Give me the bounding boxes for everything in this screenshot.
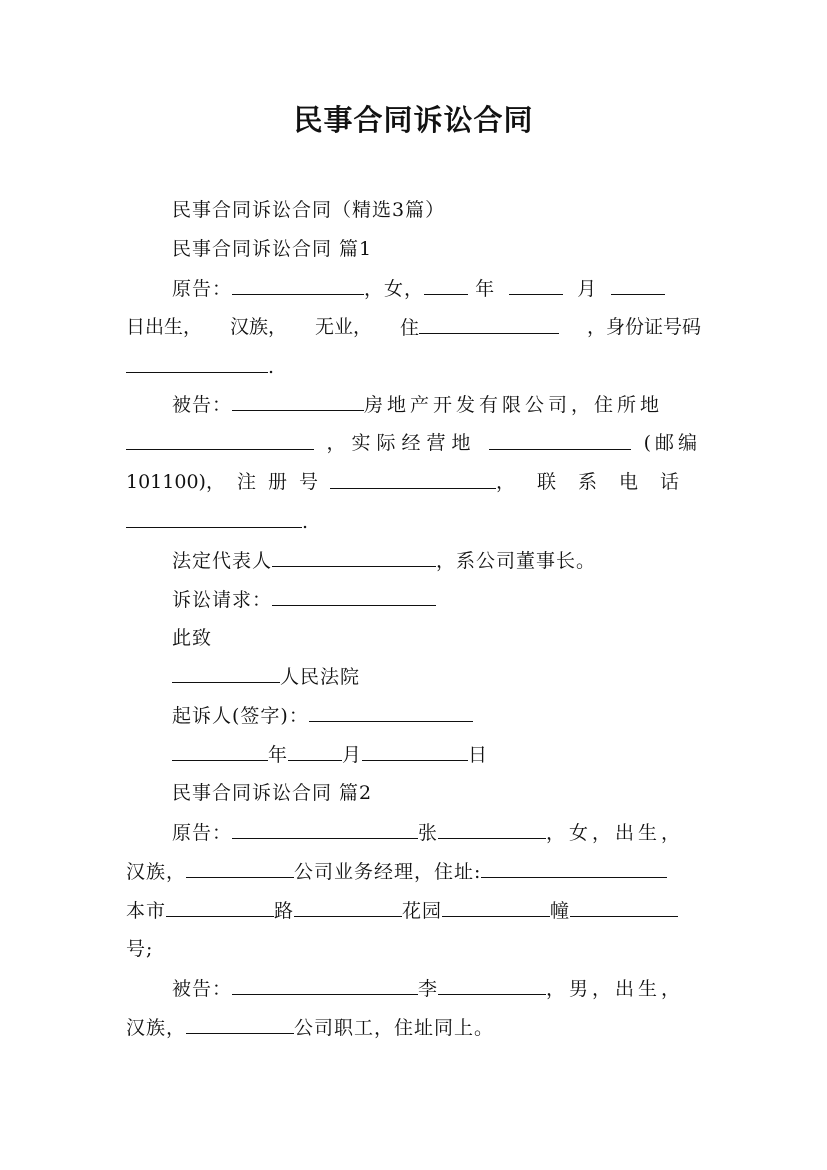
- plaintiff-line-3: [126, 352, 275, 381]
- id-number-label: ，身份证号码: [586, 316, 701, 338]
- part2-heading: 民事合同诉讼合同 篇2: [172, 782, 373, 804]
- p2-defendant-line-1: [172, 974, 684, 1003]
- number-line: 号;: [126, 938, 154, 960]
- date-month-blank: [288, 740, 342, 761]
- month-label: 月: [342, 744, 363, 766]
- defendant-label: 被告：: [172, 978, 233, 1000]
- garden-label: 花园: [402, 900, 443, 922]
- p2-plaintiff-line-2: [126, 857, 667, 886]
- court-line: [172, 662, 360, 691]
- signer-label: 起诉人(签字)：: [172, 705, 309, 727]
- court-blank: [172, 662, 280, 683]
- date-line: [172, 740, 488, 769]
- zhang-blank: [438, 818, 546, 839]
- ethnicity-label: 汉族，: [126, 1017, 187, 1039]
- road-blank: [294, 896, 402, 917]
- road-label: 路: [274, 900, 295, 922]
- respect-line: 此致: [172, 627, 213, 649]
- garden-blank: [442, 896, 550, 917]
- p2-defendant-line-2: [126, 1013, 494, 1042]
- period: .: [268, 356, 276, 378]
- court-label: 人民法院: [280, 666, 361, 688]
- defendant-line-1: [172, 390, 663, 419]
- claims-label: 诉讼请求：: [172, 589, 273, 611]
- chairman-label: ，系公司董事长。: [436, 550, 597, 572]
- birth-month-blank: [509, 274, 563, 295]
- reg-no-blank: [330, 468, 496, 489]
- claims-blank: [272, 585, 436, 606]
- ethnicity-label: 汉族，: [126, 861, 187, 883]
- year-label: 年: [475, 278, 496, 300]
- birth-day-blank: [611, 274, 665, 295]
- legal-rep-line: [172, 546, 596, 575]
- zhang-label: 张: [418, 822, 439, 844]
- day-label: 日: [468, 744, 489, 766]
- document-title: 民事合同诉讼合同: [293, 103, 534, 137]
- defendant-line-4: [126, 507, 309, 536]
- live-label: 住: [399, 317, 419, 339]
- actual-address-blank: [489, 429, 631, 450]
- company-name-blank: [232, 390, 364, 411]
- plaintiff-gender: ，女，: [364, 278, 425, 300]
- phone-label: ，联系电话: [495, 471, 701, 493]
- address-blank: [419, 313, 559, 334]
- reg-no-label: ，注册号: [205, 471, 330, 493]
- ethnicity-label: 汉族，: [229, 316, 287, 338]
- p2-address-blank: [481, 857, 667, 878]
- plaintiff-label: 原告：: [172, 278, 233, 300]
- manager-label: 公司业务经理，住址:: [294, 861, 482, 883]
- date-day-blank: [362, 740, 468, 761]
- period: .: [302, 511, 310, 533]
- legal-rep-label: 法定代表人: [172, 550, 273, 572]
- male-born-label: ，男，出生，: [546, 978, 685, 1000]
- defendant-line-2: [126, 429, 701, 457]
- defendant-label: 被告：: [172, 394, 233, 416]
- postcode-value: 101100): [126, 471, 206, 493]
- id-number-blank: [126, 352, 268, 373]
- domicile-blank: [126, 429, 314, 450]
- defendant-line-3: [126, 468, 701, 496]
- building-label: 幢: [550, 900, 571, 922]
- phone-blank: [126, 507, 302, 528]
- li-blank: [438, 974, 546, 995]
- document-subtitle: 民事合同诉讼合同（精选3篇）: [172, 199, 446, 221]
- legal-rep-blank: [272, 546, 436, 567]
- plaintiff-name-blank: [232, 274, 364, 295]
- part1-heading: 民事合同诉讼合同 篇1: [172, 238, 373, 260]
- staff-label: 公司职工，住址同上。: [294, 1017, 495, 1039]
- employer-blank: [186, 1013, 294, 1034]
- claims-line: [172, 585, 436, 614]
- plaintiff-blank: [232, 818, 418, 839]
- female-born-label: ，女，出生，: [546, 822, 685, 844]
- birth-year-blank: [424, 274, 468, 295]
- signer-blank: [309, 701, 473, 722]
- li-label: 李: [418, 978, 439, 1000]
- plaintiff-label: 原告：: [172, 822, 233, 844]
- city-blank: [166, 896, 274, 917]
- year-label: 年: [268, 744, 289, 766]
- born-label: 日出生，: [126, 316, 203, 338]
- company-blank: [186, 857, 294, 878]
- plaintiff-line-1: [172, 274, 665, 303]
- company-label: 房地产开发有限公司，住所地: [364, 394, 664, 416]
- actual-address-label: ，实际经营地: [326, 432, 477, 454]
- city-label: 本市: [126, 900, 167, 922]
- p2-plaintiff-line-1: [172, 818, 684, 847]
- unemployed-label: 无业，: [314, 316, 372, 338]
- p2-plaintiff-line-3: [126, 896, 678, 925]
- defendant-blank: [232, 974, 418, 995]
- postcode-label: (邮编: [643, 432, 701, 454]
- building-blank: [570, 896, 678, 917]
- month-label: 月: [577, 278, 598, 300]
- plaintiff-line-2: [126, 313, 701, 342]
- date-year-blank: [172, 740, 268, 761]
- signer-line: [172, 701, 473, 730]
